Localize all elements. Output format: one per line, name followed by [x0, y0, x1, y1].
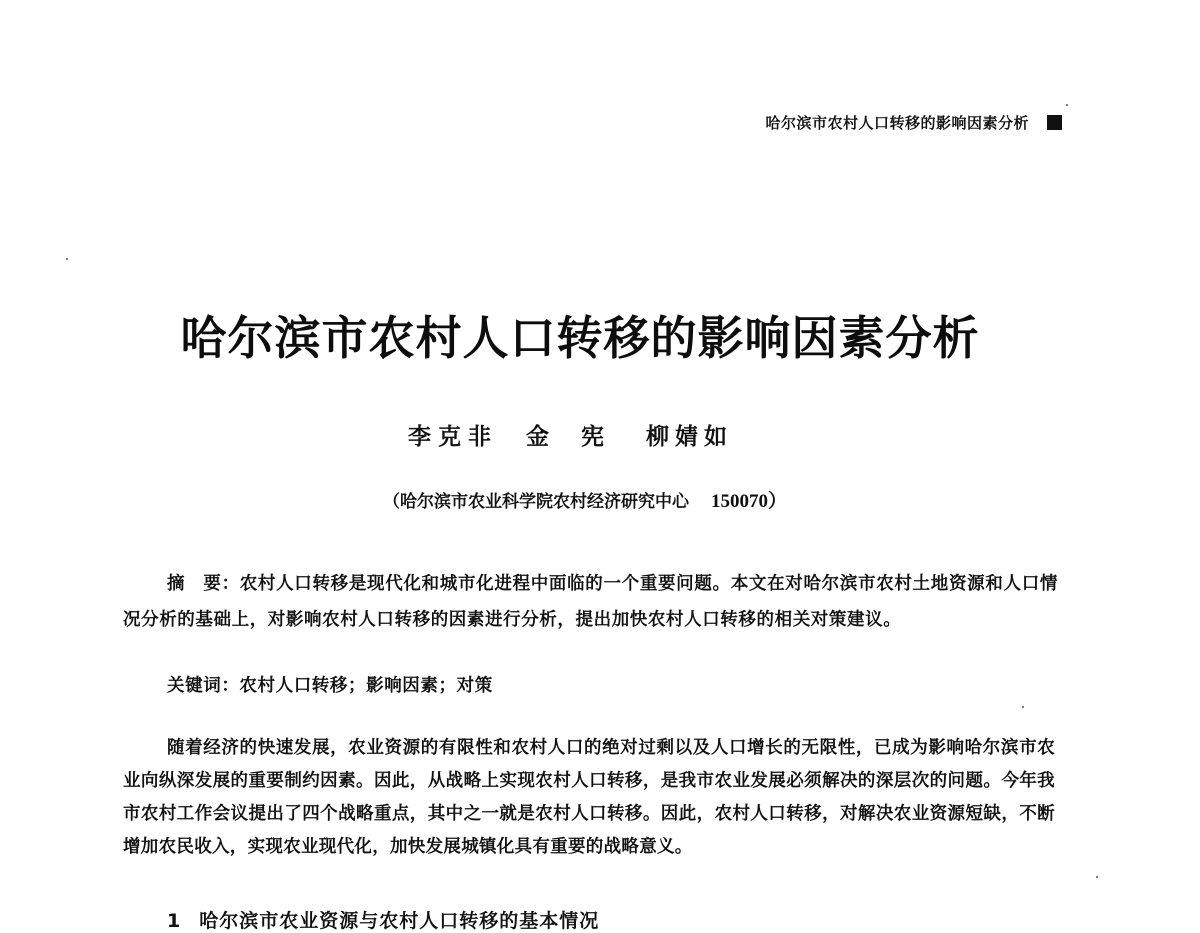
scan-speck	[1096, 876, 1098, 878]
scan-speck	[66, 258, 68, 260]
affiliation	[0, 486, 1170, 513]
abstract-text: ：农村人口转移是现代化和城市化进程中面临的一个重要问题。本文在对哈尔滨市农村土地资源和人口情况分析的基础上，对影响农村人口转移的因素进行分析，提出加快农村人口转移的相关对策建议。	[123, 574, 1058, 630]
abstract-label: 摘 要	[167, 574, 222, 594]
author-list	[408, 418, 733, 451]
body-paragraph: 随着经济的快速发展，农业资源的有限性和农村人口的绝对过剩以及人口增长的无限性，已成为影响哈尔滨市农业向纵深发展的重要制约因素。因此，从战略上实现农村人口转移，是我市农业发展必须解决的深层次的问题。今年我市农村工作会议提出了四个战略重点，其中之一就是农村人口转移。因此，农村人口转移，对解决农业资源短缺，不断增加农民收入，实现农业现代化，加快发展城镇化具有重要的战略意义。	[123, 738, 1055, 857]
running-header	[765, 112, 1062, 133]
keywords-text: ：农村人口转移；影响因素；对策	[221, 676, 493, 696]
keywords-label: 关键词	[167, 676, 222, 696]
author-name: 李克非	[408, 423, 498, 450]
author-name: 金宪	[526, 423, 636, 450]
square-bullet-icon	[1047, 115, 1062, 130]
section-heading-text: 哈尔滨市农业资源与农村人口转移的基本情况	[199, 910, 600, 932]
scan-speck	[1022, 706, 1024, 708]
running-header-text: 哈尔滨市农村人口转移的影响因素分析	[765, 114, 1029, 132]
postal-code: 150070）	[710, 491, 787, 512]
keywords	[167, 672, 493, 697]
page-title: 哈尔滨市农村人口转移的影响因素分析	[180, 311, 980, 365]
author-name: 柳婧如	[646, 423, 733, 450]
affiliation-name: （哈尔滨市农业科学院农村经济研究中心	[382, 492, 689, 512]
section-number: 1	[167, 910, 182, 932]
abstract	[123, 566, 1058, 638]
scan-speck	[1066, 104, 1068, 106]
